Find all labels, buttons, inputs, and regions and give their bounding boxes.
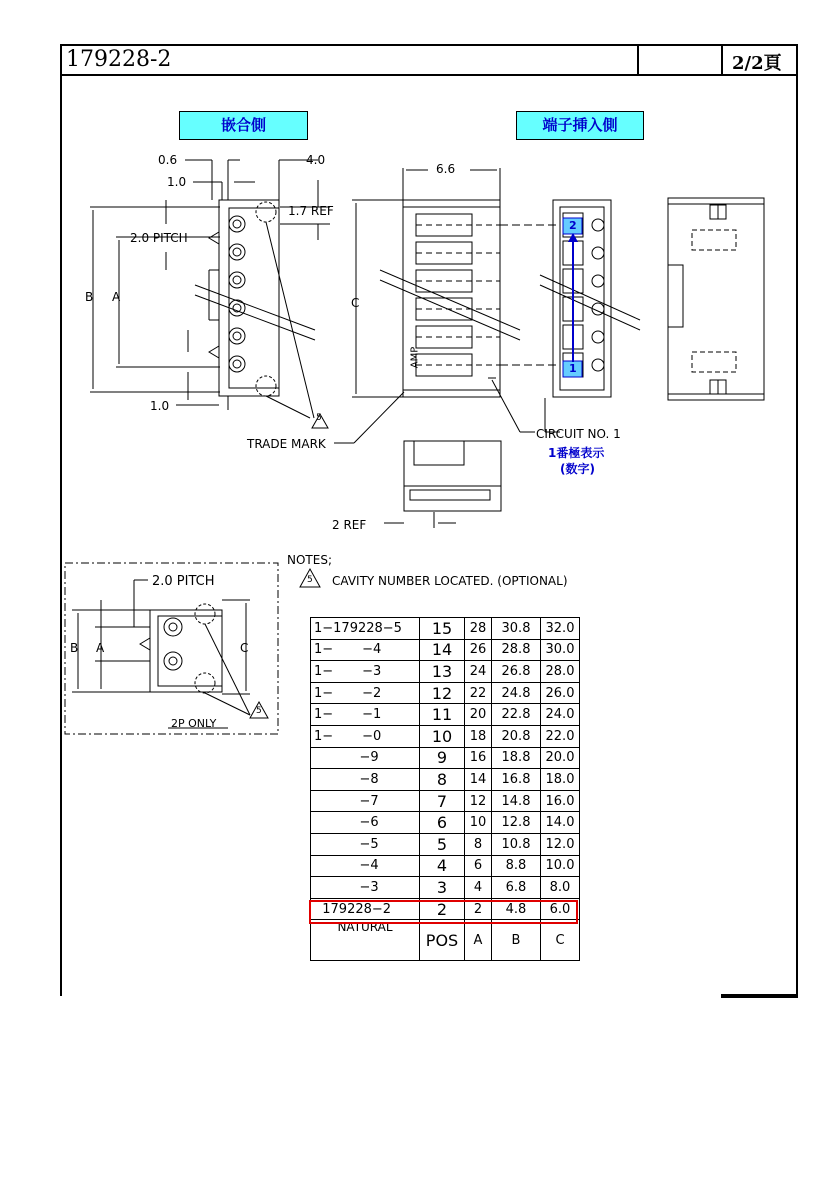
table-cell-a: 14 — [465, 769, 492, 791]
table-cell-pos: 11 — [420, 704, 465, 726]
table-footer-b: B — [492, 920, 541, 961]
table-cell-b: 16.8 — [492, 769, 541, 791]
table-cell-pos: 8 — [420, 769, 465, 791]
table-cell-pn: 1− −4 — [311, 639, 420, 661]
table-cell-c: 28.0 — [541, 661, 580, 683]
page-number: 2/2頁 — [732, 53, 782, 74]
table-cell-c: 32.0 — [541, 618, 580, 640]
table-cell-b: 12.8 — [492, 812, 541, 834]
table-cell-b: 4.8 — [492, 898, 541, 920]
table-cell-pn: 1− −0 — [311, 725, 420, 747]
table-cell-b: 6.8 — [492, 877, 541, 899]
table-cell-pos: 15 — [420, 618, 465, 640]
table-cell-pos: 4 — [420, 855, 465, 877]
table-cell-pos: 2 — [420, 898, 465, 920]
note-triangle-main: 5 — [316, 413, 322, 423]
table-cell-b: 24.8 — [492, 682, 541, 704]
dim-6-6: 6.6 — [436, 162, 456, 176]
table-cell-c: 14.0 — [541, 812, 580, 834]
table-cell-pos: 13 — [420, 661, 465, 683]
table-cell-b: 18.8 — [492, 747, 541, 769]
table-footer-a: A — [465, 920, 492, 961]
table-cell-pn: −9 — [311, 747, 420, 769]
table-cell-c: 16.0 — [541, 790, 580, 812]
table-cell-pn: −3 — [311, 877, 420, 899]
table-cell-c: 18.0 — [541, 769, 580, 791]
table-row — [311, 877, 580, 899]
insertion-side-banner: 端子挿入側 — [516, 111, 644, 140]
inset-pitch: 2.0 PITCH — [152, 574, 215, 589]
dim-pitch: 2.0 PITCH — [130, 231, 188, 245]
table-cell-a: 16 — [465, 747, 492, 769]
dim-A: A — [112, 290, 121, 304]
highlighted-row-outline — [309, 900, 578, 924]
table-cell-b: 8.8 — [492, 855, 541, 877]
table-cell-a: 6 — [465, 855, 492, 877]
dim-0-6: 0.6 — [158, 153, 178, 167]
table-row — [311, 747, 580, 769]
table-cell-a: 4 — [465, 877, 492, 899]
table-cell-a: 24 — [465, 661, 492, 683]
table-row — [311, 704, 580, 726]
table-cell-a: 10 — [465, 812, 492, 834]
table-cell-b: 14.8 — [492, 790, 541, 812]
table-cell-a: 12 — [465, 790, 492, 812]
table-cell-a: 18 — [465, 725, 492, 747]
table-footer-pos: POS — [420, 920, 465, 961]
dim-1-0-top: 1.0 — [167, 175, 187, 189]
table-cell-c: 26.0 — [541, 682, 580, 704]
table-cell-b: 28.8 — [492, 639, 541, 661]
inset-A: A — [96, 641, 105, 655]
table-cell-pn: −7 — [311, 790, 420, 812]
table-row — [311, 618, 580, 640]
dim-C: C — [351, 296, 360, 310]
table-cell-c: 10.0 — [541, 855, 580, 877]
table-cell-b: 26.8 — [492, 661, 541, 683]
table-cell-pn: −8 — [311, 769, 420, 791]
contact-holes — [229, 216, 245, 372]
inset-B: B — [70, 641, 79, 655]
table-cell-a: 26 — [465, 639, 492, 661]
table-row — [311, 661, 580, 683]
dim-1-0-bottom: 1.0 — [150, 399, 170, 413]
note-1-text: CAVITY NUMBER LOCATED. (OPTIONAL) — [332, 574, 568, 588]
inset-C: C — [240, 641, 249, 655]
table-cell-c: 30.0 — [541, 639, 580, 661]
table-cell-pn: 1− −1 — [311, 704, 420, 726]
table-cell-a: 28 — [465, 618, 492, 640]
table-cell-pn: 1− −2 — [311, 682, 420, 704]
table-cell-c: 24.0 — [541, 704, 580, 726]
notes-heading: NOTES; — [287, 553, 332, 567]
inset-2p-only: 2P ONLY — [171, 717, 217, 730]
table-cell-pos: 6 — [420, 812, 465, 834]
circuit-label: CIRCUIT NO. 1 — [536, 427, 621, 441]
amp-mark: AMP — [409, 346, 421, 369]
table-row — [311, 769, 580, 791]
dim-B: B — [85, 290, 94, 304]
table-cell-c: 22.0 — [541, 725, 580, 747]
circuit-jp-label: 1番極表示 — [548, 446, 605, 460]
cavity-number-1: 1 — [569, 362, 577, 375]
table-row — [311, 855, 580, 877]
table-row — [311, 725, 580, 747]
table-cell-pos: 3 — [420, 877, 465, 899]
trade-mark-label: TRADE MARK — [247, 437, 326, 451]
table-cell-pn: 179228−2 — [311, 898, 420, 920]
table-footer-row — [311, 920, 580, 961]
table-footer-natural: NATURAL — [311, 920, 420, 961]
table-row — [311, 812, 580, 834]
table-cell-pos: 10 — [420, 725, 465, 747]
table-cell-pos: 7 — [420, 790, 465, 812]
dim-1-7-ref: 1.7 REF — [288, 204, 334, 218]
notes-triangle: 5 — [307, 575, 313, 585]
table-cell-a: 22 — [465, 682, 492, 704]
table-cell-c: 6.0 — [541, 898, 580, 920]
table-cell-pos: 12 — [420, 682, 465, 704]
table-cell-c: 20.0 — [541, 747, 580, 769]
table-row — [311, 639, 580, 661]
table-cell-pn: −6 — [311, 812, 420, 834]
table-cell-a: 8 — [465, 833, 492, 855]
table-cell-c: 12.0 — [541, 833, 580, 855]
cavity-number-2: 2 — [569, 219, 577, 232]
table-row — [311, 682, 580, 704]
table-cell-pos: 14 — [420, 639, 465, 661]
table-cell-b: 20.8 — [492, 725, 541, 747]
housing-outline-mating — [219, 200, 279, 396]
table-cell-pn: −4 — [311, 855, 420, 877]
sheet-bottom-rule — [721, 994, 798, 998]
part-number-title: 179228-2 — [66, 47, 172, 72]
dim-4-0: 4.0 — [306, 153, 326, 167]
mating-side-banner: 嵌合側 — [179, 111, 308, 140]
table-cell-c: 8.0 — [541, 877, 580, 899]
dim-2-ref: 2 REF — [332, 518, 367, 532]
table-cell-pn: 1−179228−5 — [311, 618, 420, 640]
table-cell-pn: −5 — [311, 833, 420, 855]
inset-triangle-5: 5 — [256, 706, 262, 716]
table-cell-pos: 5 — [420, 833, 465, 855]
table-cell-b: 22.8 — [492, 704, 541, 726]
table-cell-pn: 1− −3 — [311, 661, 420, 683]
table-cell-a: 2 — [465, 898, 492, 920]
housing-outline-top — [668, 198, 764, 400]
circuit-jp-label-2: (数字) — [560, 462, 595, 476]
table-cell-b: 30.8 — [492, 618, 541, 640]
table-cell-a: 20 — [465, 704, 492, 726]
table-cell-b: 10.8 — [492, 833, 541, 855]
table-footer-c: C — [541, 920, 580, 961]
table-cell-pos: 9 — [420, 747, 465, 769]
table-row — [311, 833, 580, 855]
table-row — [311, 790, 580, 812]
